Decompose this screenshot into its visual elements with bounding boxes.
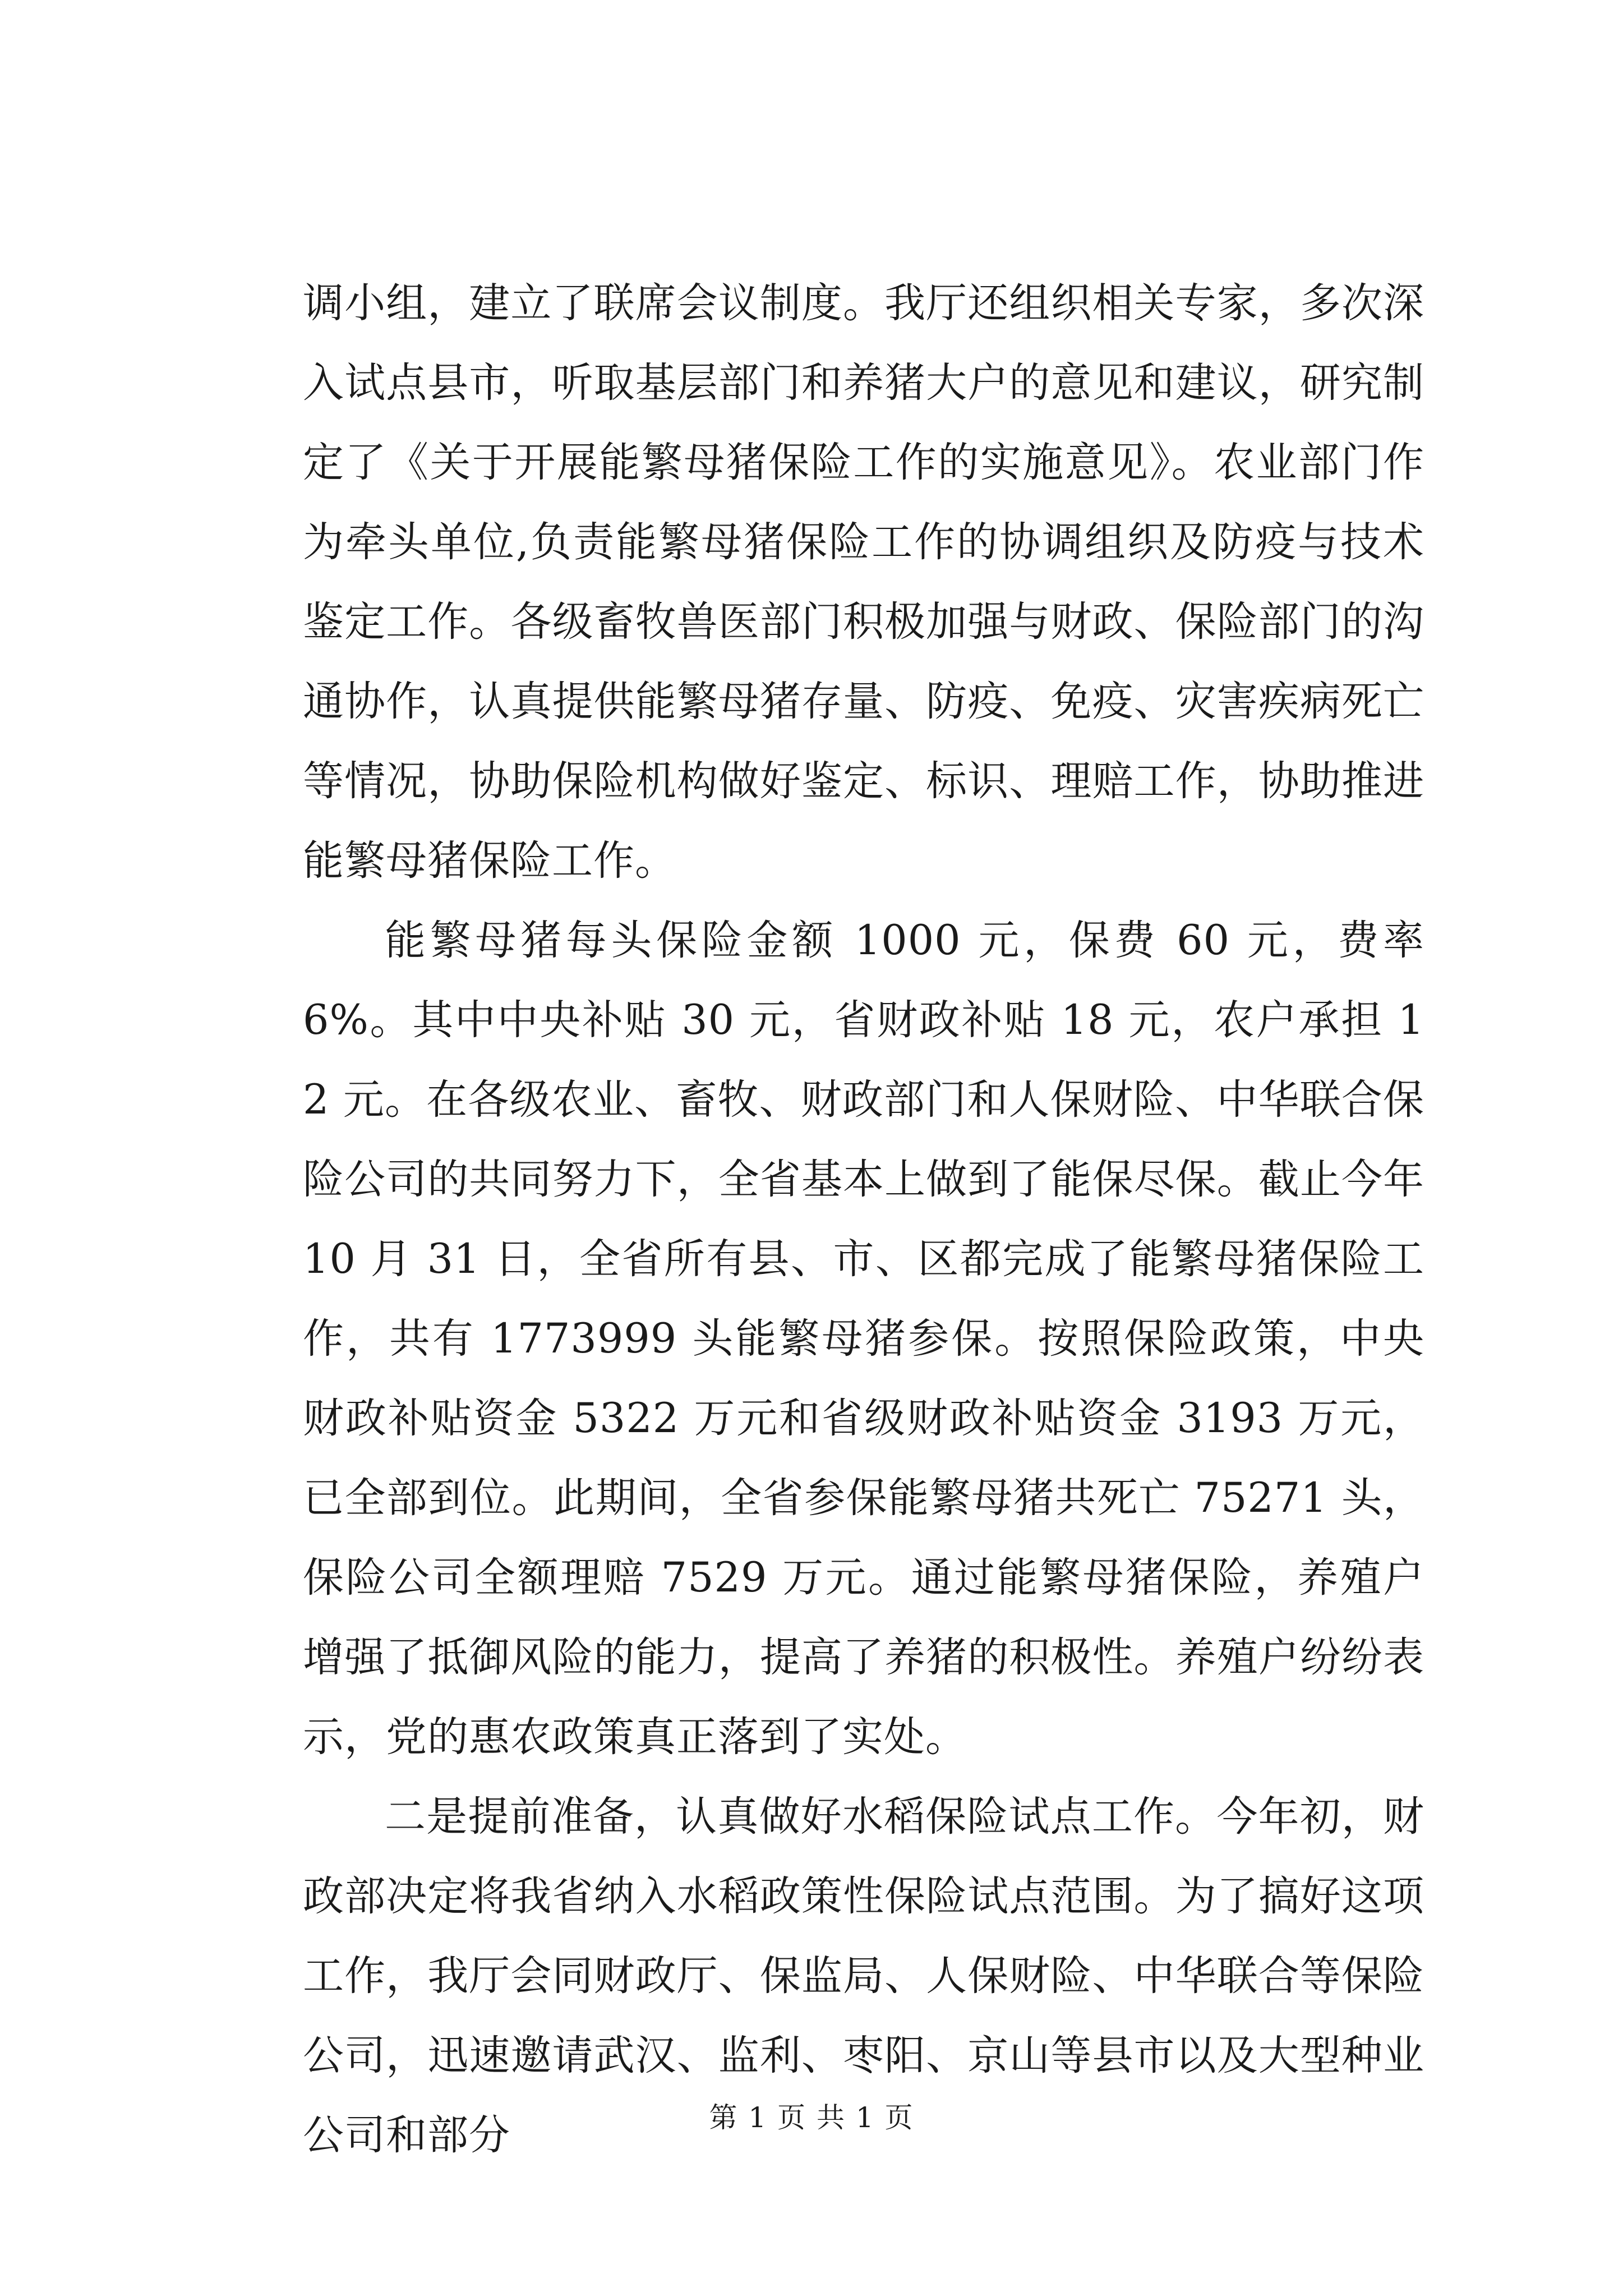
paragraph-1: 调小组，建立了联席会议制度。我厅还组织相关专家，多次深入试点县市，听取基层部门和养猪大户的意见和建议，研究制定了《关于开展能繁母猪保险工作的实施意见》。农业部门作为牵头单位,负责能繁母猪保险工作的协调组织及防疫与技术鉴定工作。各级畜牧兽医部门积极加强与财政、保险部门的沟通协作，认真提供能繁母猪存量、防疫、免疫、灾害疾病死亡等情况，协助保险机构做好鉴定、标识、理赔工作，协助推进能繁母猪保险工作。 [303,279,1424,885]
paragraph-3: 二是提前准备，认真做好水稻保险试点工作。今年初，财政部决定将我省纳入水稻政策性保险试点范围。为了搞好这项工作，我厅会同财政厅、保监局、人保财险、中华联合等保险公司，迅速邀请武汉、监利、枣阳、京山等县市以及大型种业公司和部分 [303,1793,1424,2159]
document-body [303,264,1424,2175]
paragraph-2: 能繁母猪每头保险金额 1000 元，保费 60 元，费率 6%。其中中央补贴 30 元，省财政补贴 18 元，农户承担 12 元。在各级农业、畜牧、财政部门和人保财险、中华联合保险公司的共同努力下，全省基本上做到了能保尽保。截止今年 10 月 31 日，全省所有县、市、区都完成了能繁母猪保险工作，共有 1773999 头能繁母猪参保。按照保险政策，中央财政补贴资金 5322 万元和省级财政补贴资金 3193 万元，已全部到位。此期间，全省参保能繁母猪共死亡 75271 头，保险公司全额理赔 7529 万元。通过能繁母猪保险，养殖户增强了抵御风险的能力，提高了养猪的积极性。养殖户纷纷表示，党的惠农政策真正落到了实处。 [303,917,1424,1761]
page-number-footer: 第 1 页 共 1 页 [709,2101,914,2134]
